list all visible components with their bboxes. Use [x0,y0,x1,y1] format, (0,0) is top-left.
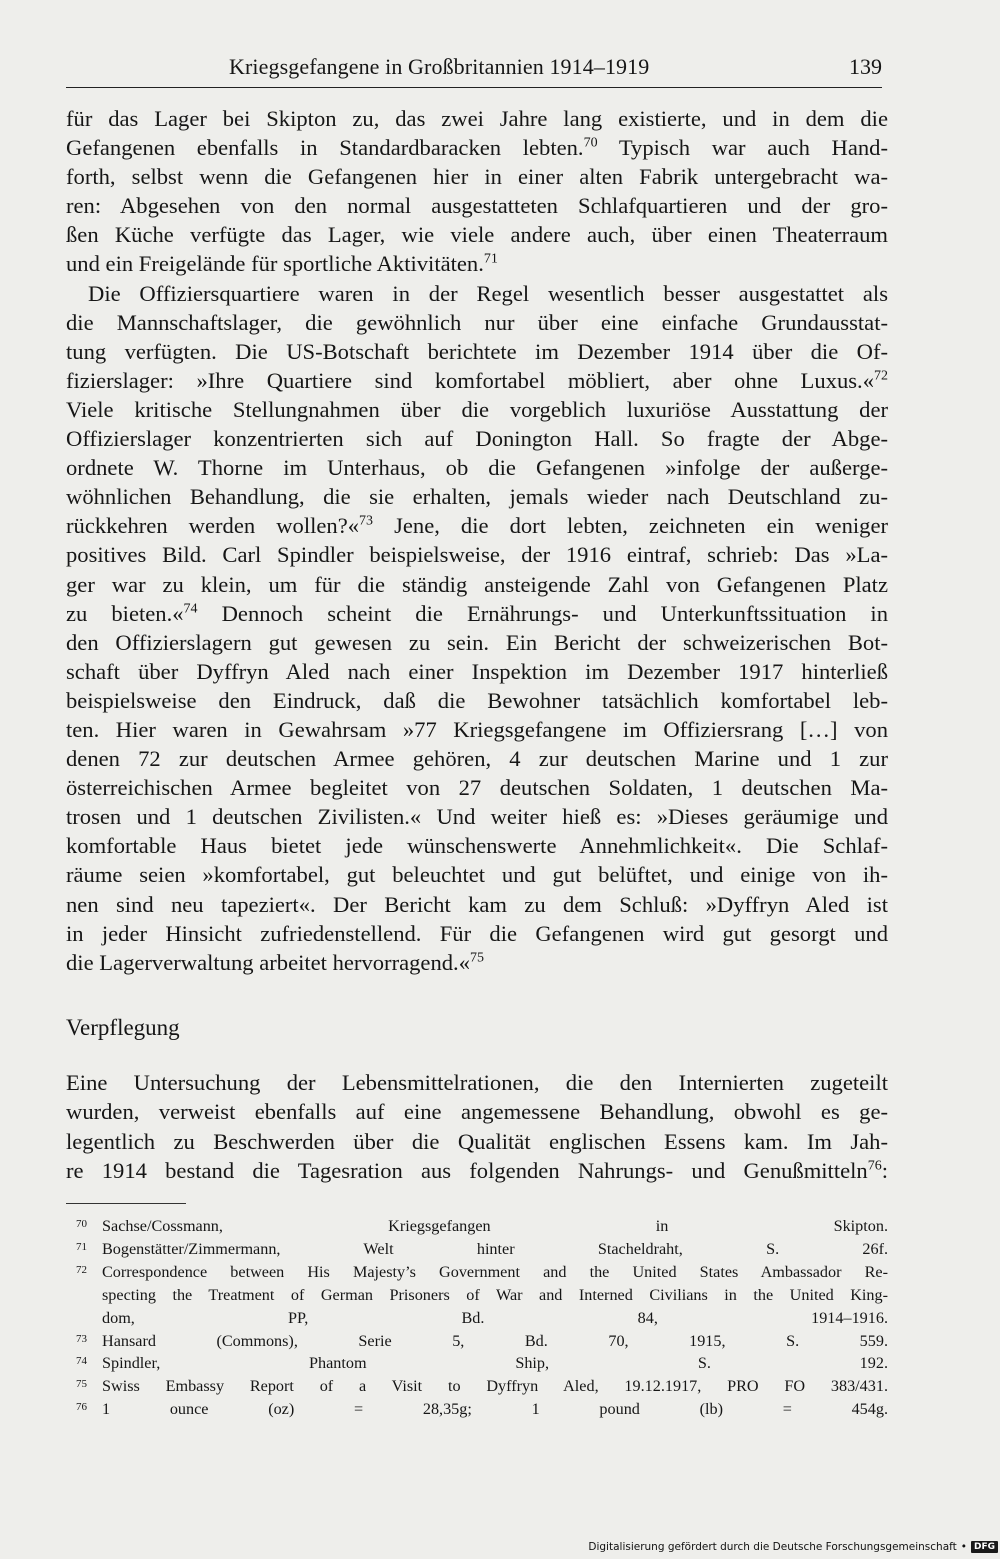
paragraph-verpflegung [66,1068,888,1185]
text-line: Die Offiziersquartiere waren in der Regel wesentlich besser ausgestattet als [88,280,888,306]
text-line: ßen Küche verfügte das Lager, wie viele andere auch, über einen Theaterraum [66,222,888,248]
footnote-marker: 73 [359,513,374,529]
footnote-text [102,1398,888,1421]
footnote-number: 70 [76,1218,87,1230]
footnote [76,1215,888,1238]
footnote-text [102,1215,888,1238]
footnotes [76,1215,888,1421]
footnote-line: Spindler, Phantom Ship, S. 192. [102,1354,888,1373]
credit-separator: • [960,1541,967,1553]
text-line: positives Bild. Carl Spindler beispielsweise, der 1916 eintraf, schrieb: Das »La- [66,542,888,568]
footnote [76,1398,888,1421]
text-line: räume seien »komfortabel, gut beleuchtet und gut belüftet, und einige von ih- [66,862,888,888]
text-line: die Lagerverwaltung arbeitet hervorragend.«$^{75}$ [66,949,484,975]
text-line: ordnete W. Thorne im Unterhaus, ob die Gefangenen »infolge der außerge- [66,455,888,481]
text-line: Gefangenen ebenfalls in Standardbaracken lebten.$^{70}$ Typisch war auch Hand- [66,135,888,161]
footnote-marker: 74 [183,601,198,617]
text-line: rückkehren werden wollen?«$^{73}$ Jene, die dort lebten, zeichneten ein weniger [66,513,888,539]
text-line: für das Lager bei Skipton zu, das zwei Jahre lang existierte, und in dem die [66,106,888,131]
text-line: wurden, verweist ebenfalls auf eine angemessene Behandlung, obwohl es ge- [66,1099,888,1125]
text-line: und ein Freigelände für sportliche Aktivitäten.$^{71}$ [66,251,498,277]
text-line: Viele kritische Stellungnahmen über die vorgeblich luxuriöse Ausstattung der [66,396,888,422]
footnote-marker: 71 [483,252,498,268]
text-line: denen 72 zur deutschen Armee gehören, 4 zur deutschen Marine und 1 zur [66,746,888,772]
footnote-number: 75 [76,1378,87,1391]
footnote-text [102,1352,888,1375]
header-rule [66,87,882,88]
text-line: forth, selbst wenn die Gefangenen hier in einer alten Fabrik untergebracht wa- [66,164,888,190]
text-line: legentlich zu Beschwerden über die Qualität englischen Essens kam. Im Jah- [66,1128,888,1154]
footnote-text [102,1330,888,1353]
text-line: zu bieten.«$^{74}$ Dennoch scheint die Ernährungs- und Unterkunftssituation in [66,600,889,626]
text-line: wöhnlichen Behandlung, die sie erhalten, jemals wieder nach Deutschland zu- [66,484,888,510]
body-text [66,104,888,977]
text-line: tung verfügten. Die US-Botschaft berichtete im Dezember 1914 über die Of- [66,338,888,364]
footnote-number: 76 [76,1401,87,1414]
footnote-text [102,1261,888,1330]
footnote-line: Hansard (Commons), Serie 5, Bd. 70, 1915, S. 559. [102,1331,888,1350]
text-line: nen sind neu tapeziert«. Der Bericht kam zu dem Schluß: »Dyffryn Aled ist [66,891,888,917]
footnote-rule [66,1203,186,1204]
dfg-logo: DFG [971,1541,998,1553]
text-line: Offizierslager konzentrierten sich auf Donington Hall. So fragte der Abge- [66,426,888,452]
text-line: in jeder Hinsicht zufriedenstellend. Für die Gefangenen wird gut gesorgt und [66,920,888,946]
running-title: Kriegsgefangene in Großbritannien 1914–1919 [229,54,650,79]
footnote [76,1238,888,1261]
text-line: ger war zu klein, um für die ständig ansteigende Zahl von Gefangenen Platz [66,571,888,597]
footnote-line: 1 ounce (oz) = 28,35g; 1 pound (lb) = 454g. [102,1400,888,1419]
section-heading: Verpflegung [66,1015,180,1040]
footnote-marker: 75 [470,950,484,966]
footnote-number: 72 [76,1263,87,1276]
footnote-line: specting the Treatment of German Prisoners of War and Interned Civilians in the United King- [102,1285,888,1304]
text-line: ren: Abgesehen von den normal ausgestatteten Schlafquartieren und der gro- [66,193,888,219]
footnote-number: 71 [76,1240,87,1253]
text-line: beispielsweise den Eindruck, daß die Bewohner tatsächlich komfortabel leb- [66,687,888,713]
text-line: fizierslager: »Ihre Quartiere sind komfortabel möbliert, aber ohne Luxus.«$^{72}$ [66,367,888,393]
footnote-line: Swiss Embassy Report of a Visit to Dyffryn Aled, 19.12.1917, PRO FO 383/431. [102,1377,888,1396]
credit-text: Digitalisierung gefördert durch die Deutsche Forschungsgemeinschaft [588,1541,957,1553]
footnote [76,1261,888,1330]
running-header [66,54,882,86]
footnote-line: Correspondence between His Majesty’s Government and the United States Ambassador Re- [102,1262,888,1281]
footnote [76,1375,888,1398]
footnote-text [102,1238,888,1261]
footnote-marker: 70 [583,135,598,151]
text-line: den Offizierslagern gut gewesen zu sein. Ein Bericht der schweizerischen Bot- [66,629,888,655]
footnote-number: 74 [76,1355,87,1368]
footnote-marker: 76 [867,1158,882,1174]
footnote-marker: 72 [874,368,888,384]
digitization-credit [588,1540,998,1554]
footnote-line: Sachse/Cossmann, Kriegsgefangen in Skipton. [102,1217,888,1235]
footnote-line: dom, PP, Bd. 84, 1914–1916. [102,1308,888,1327]
text-line: komfortable Haus bietet jede wünschenswerte Annehmlichkeit«. Die Schlaf- [66,833,888,859]
text-line: trosen und 1 deutschen Zivilisten.« Und weiter hieß es: »Dieses geräumige und [66,804,888,830]
text-line: die Mannschaftslager, die gewöhnlich nur über eine einfache Grundausstat- [66,309,888,335]
footnote-number: 73 [76,1332,87,1345]
text-line: Eine Untersuchung der Lebensmittelrationen, die den Internierten zugeteilt [66,1070,888,1095]
text-line: schaft über Dyffryn Aled nach einer Inspektion im Dezember 1917 hinterließ [66,658,888,684]
text-line: re 1914 bestand die Tagesration aus folgenden Nahrungs- und Genußmitteln$^{76}$: [66,1157,888,1183]
page-number: 139 [849,54,882,79]
footnote-line: Bogenstätter/Zimmermann, Welt hinter Stacheldraht, S. 26f. [102,1239,888,1258]
footnote [76,1352,888,1375]
text-line: österreichischen Armee begleitet von 27 deutschen Soldaten, 1 deutschen Ma- [66,775,888,801]
text-line: ten. Hier waren in Gewahrsam »77 Kriegsgefangene im Offiziersrang […] von [66,716,888,742]
footnote-text [102,1375,888,1398]
footnote [76,1330,888,1353]
